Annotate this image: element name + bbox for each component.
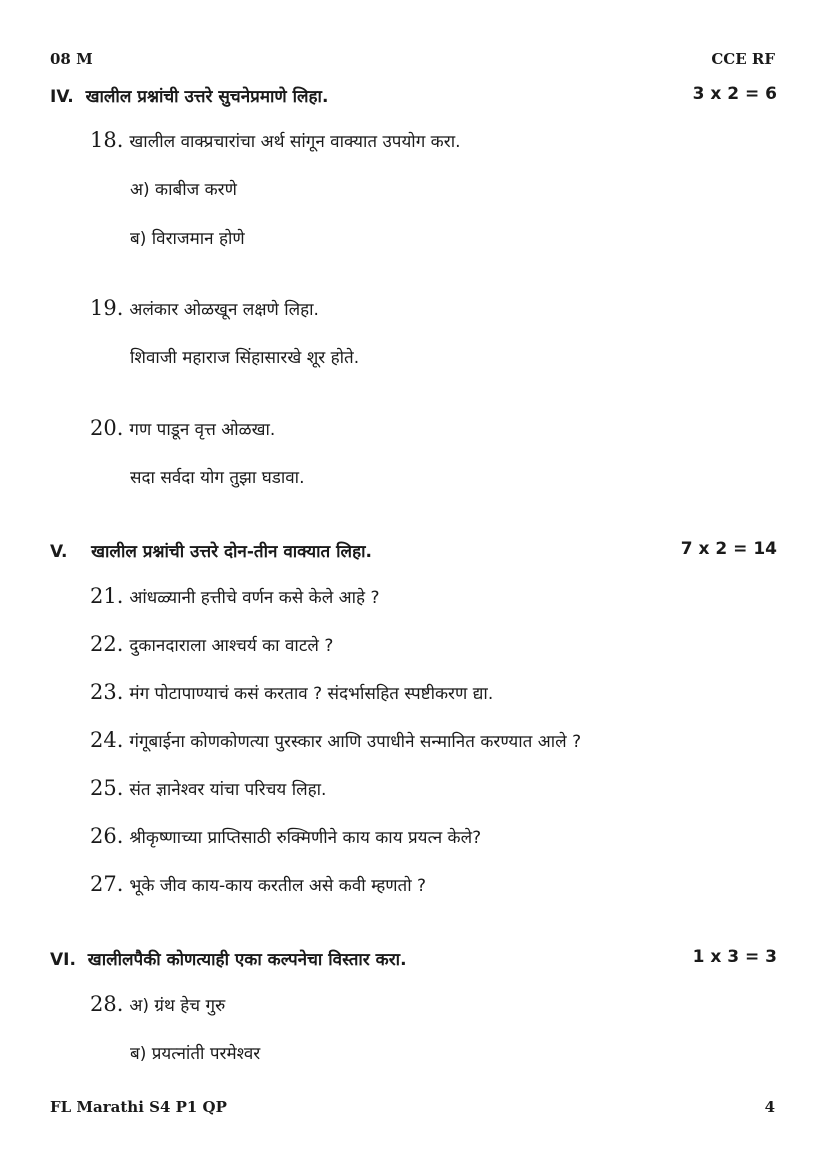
question-21	[90, 584, 380, 608]
question-number: 19.	[90, 296, 124, 320]
question-number: 27.	[90, 872, 124, 896]
question-28-option-b: ब) प्रयत्नांती परमेश्वर	[130, 1044, 261, 1064]
question-23	[90, 680, 493, 704]
question-19-line: शिवाजी महाराज सिंहासारखे शूर होते.	[130, 348, 360, 368]
paper-type: CCE RF	[711, 50, 775, 68]
question-number: 24.	[90, 728, 124, 752]
question-18	[90, 128, 461, 152]
question-24	[90, 728, 581, 752]
section-title: खालील प्रश्नांची उत्तरे दोन-तीन वाक्यात लिहा.	[91, 542, 372, 562]
section-number: VI.	[50, 950, 76, 970]
section-number: IV.	[50, 87, 74, 107]
question-22	[90, 632, 333, 656]
question-text: गंगूबाईना कोणकोणत्या पुरस्कार आणि उपाधीने सन्मानित करण्यात आले ?	[129, 732, 582, 752]
question-number: 28.	[90, 992, 124, 1016]
question-text: आंधळ्यानी हत्तीचे वर्णन कसे केले आहे ?	[129, 588, 380, 608]
question-text: दुकानदाराला आश्चर्य का वाटले ?	[129, 636, 334, 656]
question-number: 21.	[90, 584, 124, 608]
question-text: संत ज्ञानेश्वर यांचा परिचय लिहा.	[129, 780, 327, 800]
question-19	[90, 296, 319, 320]
question-number: 20.	[90, 416, 124, 440]
question-27	[90, 872, 426, 896]
question-20	[90, 416, 275, 440]
page-number: 4	[764, 1098, 775, 1116]
question-28	[90, 992, 225, 1016]
question-25	[90, 776, 326, 800]
question-number: 25.	[90, 776, 124, 800]
section-title: खालील प्रश्नांची उत्तरे सुचनेप्रमाणे लिहा.	[85, 87, 329, 107]
question-text: भूके जीव काय-काय करतील असे कवी म्हणतो ?	[129, 876, 427, 896]
question-18-option-b: ब) विराजमान होणे	[130, 229, 245, 249]
section-number: V.	[50, 542, 68, 562]
section-title: खालीलपैकी कोणत्याही एका कल्पनेचा विस्तार करा.	[87, 950, 407, 970]
section-iv-marks: 3 x 2 = 6	[692, 84, 777, 104]
question-28-option-a: अ) ग्रंथ हेच गुरु	[129, 996, 226, 1016]
paper-code: 08 M	[50, 50, 93, 68]
question-number: 26.	[90, 824, 124, 848]
section-v-marks: 7 x 2 = 14	[680, 539, 777, 559]
section-vi-marks: 1 x 3 = 3	[692, 947, 777, 967]
question-text: मंग पोटापाण्याचं कसं करताव ? संदर्भासहित स्पष्टीकरण द्या.	[129, 684, 494, 704]
question-number: 23.	[90, 680, 124, 704]
question-text: अलंकार ओळखून लक्षणे लिहा.	[129, 300, 319, 320]
question-number: 18.	[90, 128, 124, 152]
question-text: श्रीकृष्णाच्या प्राप्तिसाठी रुक्मिणीने काय काय प्रयत्न केले?	[129, 828, 482, 848]
section-vi-heading	[50, 947, 407, 970]
question-text: गण पाडून वृत्त ओळखा.	[129, 420, 276, 440]
question-number: 22.	[90, 632, 124, 656]
question-26	[90, 824, 481, 848]
question-text: खालील वाक्प्रचारांचा अर्थ सांगून वाक्यात उपयोग करा.	[129, 132, 461, 152]
question-20-line: सदा सर्वदा योग तुझा घडावा.	[130, 468, 305, 488]
question-18-option-a: अ) काबीज करणे	[130, 180, 237, 200]
section-v-heading	[50, 539, 372, 562]
footer-paper-name: FL Marathi S4 P1 QP	[50, 1098, 227, 1116]
section-iv-heading	[50, 84, 328, 107]
